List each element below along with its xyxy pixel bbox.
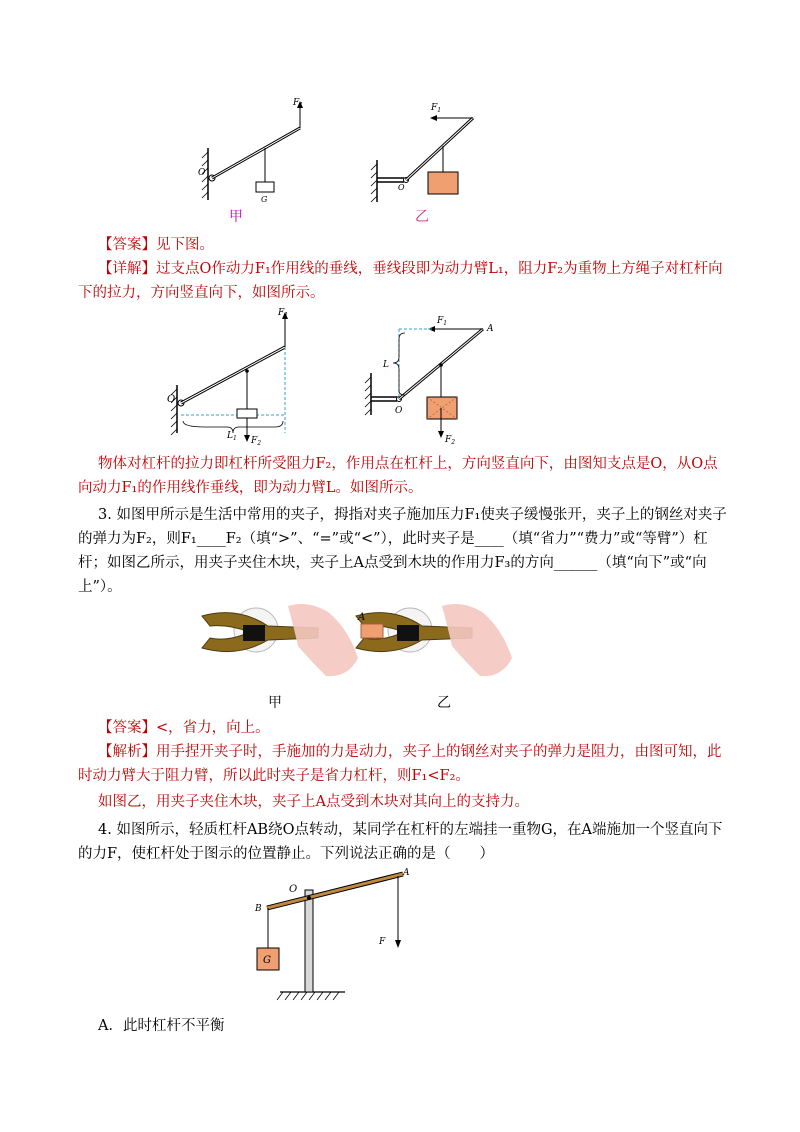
svg-text:F2: $F_2$ (445, 435, 456, 446)
solution-yi (365, 316, 494, 446)
svg-text:F: F (379, 937, 386, 947)
solution-jia (167, 308, 288, 447)
figure-3-caption-jia: 甲 (268, 695, 282, 711)
svg-text:A: A (487, 324, 494, 334)
q3-analysis: 【解析】用手捏开夹子时，手施加的力是动力，夹子上的钢丝对夹子的弹力是阻力，由图可知，此时动力臂大于阻力臂，所以此时夹子是省力杠杆，则F₁<F₂。 (78, 744, 722, 784)
q3-question: 3. 如图甲所示是生活中常用的夹子，拇指对夹子施加压力F₁使夹子缓慢张开，夹子上的钢丝对夹子的弹力为F₂，则F₁____F₂（填“>”、“=”或“<”），此时夹子是____（填“省力”“费力”或“等臂”）杠杆；如图乙所示，用夹子夹住木块，夹子上A点受到木块的作用力F₃的方向______（填“向下”或“向上”）。 (78, 507, 727, 595)
svg-text:O: O (198, 168, 206, 178)
svg-text:O: O (398, 183, 405, 192)
q3-answer: 【答案】<，省力，向上。 (98, 720, 270, 736)
svg-text:F1: $F_1$ (437, 316, 448, 327)
figure-4-lever (245, 862, 425, 1012)
figure-3-clips (198, 598, 528, 693)
svg-text:F1: $F_1$ (293, 98, 304, 109)
figure-1-levers (190, 90, 480, 225)
svg-text:O: O (395, 406, 403, 416)
q4-option-a: A．此时杠杆不平衡 (98, 1018, 225, 1034)
figure-3-caption-yi: 乙 (437, 695, 451, 711)
svg-text:B: B (255, 904, 262, 914)
lever-yi (371, 103, 473, 202)
figure-1-caption-yi: 乙 (415, 209, 429, 225)
svg-text:F2: $F_2$ (251, 436, 262, 447)
lever-jia (198, 98, 303, 204)
clip-jia (202, 604, 358, 676)
svg-text:O: O (289, 884, 298, 895)
q2-note: 物体对杠杆的拉力即杠杆所受阻力F₂，作用点在杠杆上，方向竖直向下，由图知支点是O，从O点向动力F₁的作用线作垂线，即为动力臂L。如图所示。 (78, 456, 718, 496)
figure-2-solution (165, 305, 535, 450)
q2-answer: 【答案】见下图。 (98, 237, 214, 253)
svg-text:L1: $L_1$ (227, 431, 237, 442)
figure-1-caption-jia: 甲 (229, 209, 243, 225)
q3-analysis-2: 如图乙，用夹子夹住木块，夹子上A点受到木块对其向上的支持力。 (98, 794, 529, 810)
svg-text:A: A (403, 868, 410, 878)
q2-detail: 【详解】过支点O作动力F₁作用线的垂线，垂线段即为动力臂L₁，阻力F₂为重物上方绳子对杠杆向下的拉力，方向竖直向下，如图所示。 (78, 261, 723, 301)
svg-text:G: G (263, 955, 271, 966)
svg-text:L: L (383, 360, 389, 370)
q4-question: 4. 如图所示，轻质杠杆AB绕O点转动，某同学在杠杆的左端挂一重物G，在A端施加一个竖直向下的力F，使杠杆处于图示的位置静止。下列说法正确的是（ ） (78, 822, 723, 862)
svg-text:G: G (261, 195, 268, 204)
svg-text:F1: $F_1$ (278, 308, 289, 319)
svg-text:A: A (358, 612, 366, 623)
svg-text:O: O (167, 394, 176, 405)
clip-yi (356, 604, 512, 676)
svg-text:F1: $F_1$ (431, 103, 442, 114)
